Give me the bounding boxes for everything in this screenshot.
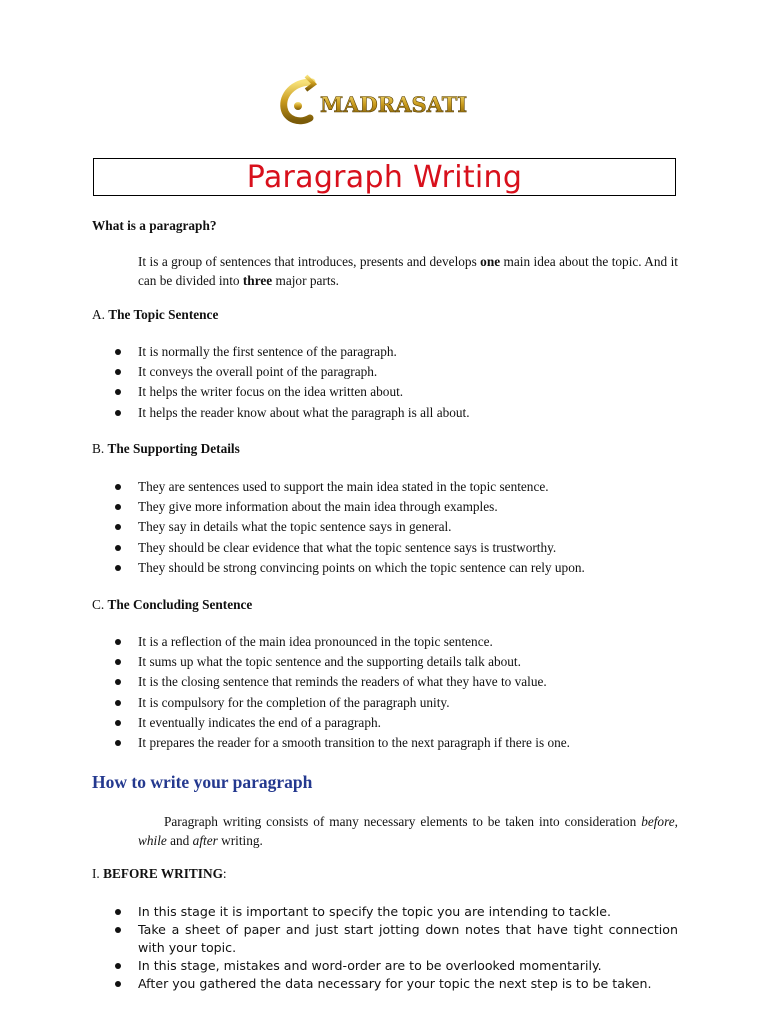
how-em-while: while <box>138 833 167 848</box>
madrasati-logo <box>276 70 486 132</box>
list-item: They should be strong convincing points on which the topic sentence can rely upon. <box>114 558 678 578</box>
intro-paragraph <box>138 252 678 290</box>
list-item: Take a sheet of paper and just start jotting down notes that have tight connection with your topic. <box>114 921 678 957</box>
list-item: It is compulsory for the completion of the paragraph unity. <box>114 693 678 713</box>
list-item: It conveys the overall point of the paragraph. <box>114 362 678 382</box>
list-item: In this stage it is important to specify the topic you are intending to tackle. <box>114 903 678 921</box>
how-sep-1: , <box>674 814 678 829</box>
list-item: After you gathered the data necessary for your topic the next step is to be taken. <box>114 975 678 993</box>
before-writing-heading <box>92 866 227 882</box>
section-b-list <box>114 477 678 578</box>
before-colon: : <box>222 866 227 881</box>
list-item: They are sentences used to support the main idea stated in the topic sentence. <box>114 477 678 497</box>
intro-text-3: major parts. <box>272 273 340 288</box>
section-b-letter: B. <box>92 441 105 456</box>
how-sep-2: and <box>166 833 193 848</box>
section-b-title: The Supporting Details <box>107 441 240 456</box>
list-item: It helps the reader know about what the paragraph is all about. <box>114 403 678 423</box>
intro-bold-one: one <box>480 254 501 269</box>
list-item: It is the closing sentence that reminds the readers of what they have to value. <box>114 672 678 692</box>
section-a-letter: A. <box>92 307 105 322</box>
before-numeral: I. <box>92 866 100 881</box>
section-a-title: The Topic Sentence <box>108 307 219 322</box>
list-item: In this stage, mistakes and word-order are to be overlooked momentarily. <box>114 957 678 975</box>
section-c-title: The Concluding Sentence <box>107 597 253 612</box>
intro-text-2: main idea about the topic. And it can be divided into <box>138 254 678 288</box>
list-item: It is a reflection of the main idea pronounced in the topic sentence. <box>114 632 678 652</box>
list-item: They should be clear evidence that what the topic sentence says is trustworthy. <box>114 538 678 558</box>
list-item: It eventually indicates the end of a paragraph. <box>114 713 678 733</box>
intro-text-1: It is a group of sentences that introduces, presents and develops <box>138 254 481 269</box>
list-item: They give more information about the main idea through examples. <box>114 497 678 517</box>
list-item: They say in details what the topic sentence says in general. <box>114 517 678 537</box>
how-to-heading: How to write your paragraph <box>92 772 313 792</box>
before-title: BEFORE WRITING <box>103 866 223 881</box>
madrasati-logo-icon <box>276 70 486 132</box>
section-a-list <box>114 342 678 423</box>
how-text-1: Paragraph writing consists of many necessary elements to be taken into consideration <box>164 814 642 829</box>
list-item: It helps the writer focus on the idea written about. <box>114 382 678 402</box>
section-c-letter: C. <box>92 597 105 612</box>
how-paragraph <box>138 812 678 850</box>
title-box <box>93 158 676 196</box>
how-em-after: after <box>192 833 218 848</box>
section-c-heading <box>92 597 252 613</box>
list-item: It sums up what the topic sentence and the supporting details talk about. <box>114 652 678 672</box>
question-heading: What is a paragraph? <box>92 218 217 233</box>
intro-bold-three: three <box>242 273 273 288</box>
how-em-before: before <box>641 814 675 829</box>
before-writing-list <box>114 903 678 993</box>
svg-text:MADRASATI: MADRASATI <box>320 92 468 117</box>
section-a-heading <box>92 307 218 323</box>
page-title: Paragraph Writing <box>246 159 523 195</box>
list-item: It is normally the first sentence of the paragraph. <box>114 342 678 362</box>
list-item: It prepares the reader for a smooth transition to the next paragraph if there is one. <box>114 733 678 753</box>
section-b-heading <box>92 441 240 457</box>
how-text-2: writing. <box>217 833 263 848</box>
section-c-list <box>114 632 678 753</box>
